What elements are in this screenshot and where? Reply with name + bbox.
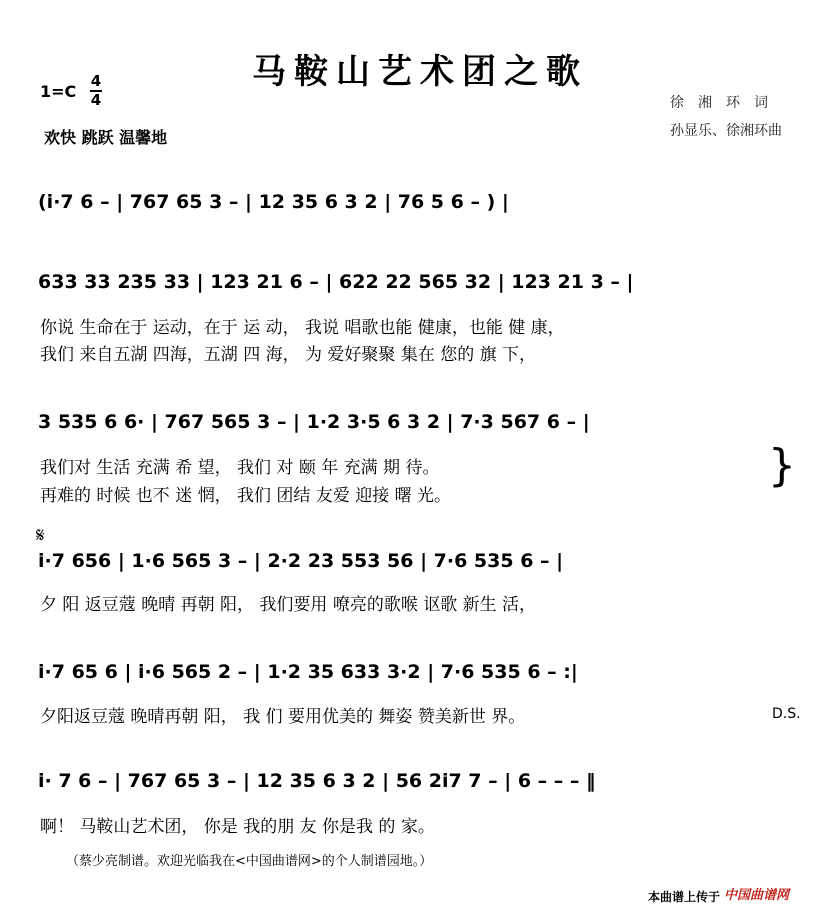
lyric-line-2a: 你说 生命在于 运动，在于 运 动， 我说 唱歌也能 健康，也能 健 康， xyxy=(40,318,565,338)
lyric-line-3a: 我们对 生活 充满 希 望， 我们 对 颐 年 充满 期 待。 xyxy=(40,458,440,478)
lyric-line-4: 夕 阳 返豆蔻 晚晴 再朝 阳， 我们要用 嘹亮的歌喉 讴歌 新生 活， xyxy=(40,595,537,615)
verse-brace: } xyxy=(768,440,796,491)
lyric-line-5: 夕阳返豆蔻 晚晴再朝 阳， 我 们 要用优美的 舞姿 赞美新世 界。 xyxy=(40,707,526,727)
key-signature: 1=C xyxy=(40,82,77,101)
notation-line-6: i· 7 6 – | 767 65 3 – | 12 35 6 3 2 | 56 2i7 7 – | 6 – – – ‖ xyxy=(38,770,596,792)
notation-line-2: 633 33 235 33 | 123 21 6 – | 622 22 565 32 | 123 21 3 – | xyxy=(38,271,634,293)
lyric-line-2b: 我们 来自五湖 四海，五湖 四 海， 为 爱好聚聚 集在 您的 旗 下， xyxy=(40,345,537,365)
lyric-line-6: 啊！ 马鞍山艺术团， 你是 我的朋 友 你是我 的 家。 xyxy=(40,817,435,837)
site-logo: 中国曲谱网 xyxy=(724,888,790,903)
notation-line-5: i·7 65 6 | i·6 565 2 – | 1·2 35 633 3·2 | 7·6 535 6 – :| xyxy=(38,661,578,683)
upload-label: 本曲谱上传于 xyxy=(648,890,721,904)
page-title: 马鞍山艺术团之歌 xyxy=(252,52,588,92)
time-signature xyxy=(90,74,102,108)
notation-line-1: (i·7 6 – | 767 65 3 – | 12 35 6 3 2 | 76 5 6 – ) | xyxy=(38,191,509,213)
composer-credit: 孙显乐、徐湘环曲 xyxy=(670,123,782,139)
notation-line-4: i·7 656 | 1·6 565 3 – | 2·2 23 553 56 | 7·6 535 6 – | xyxy=(38,550,564,572)
time-signature-bottom: 4 xyxy=(90,91,102,109)
notation-line-3: 3 535 6 6· | 767 565 3 – | 1·2 3·5 6 3 2 | 7·3 567 6 – | xyxy=(38,411,590,433)
lyric-line-3b: 再难的 时候 也不 迷 惘， 我们 团结 友爱 迎接 曙 光。 xyxy=(40,486,452,506)
segno-sign: 𝄋 xyxy=(36,523,45,547)
lyricist-credit: 徐湘环词 xyxy=(670,95,782,111)
ds-mark: D.S. xyxy=(772,706,801,722)
footer-note: （蔡少亮制谱。欢迎光临我在<中国曲谱网>的个人制谱园地。） xyxy=(66,854,433,869)
tempo-marking: 欢快 跳跃 温馨地 xyxy=(44,128,168,147)
time-signature-top: 4 xyxy=(90,72,102,90)
